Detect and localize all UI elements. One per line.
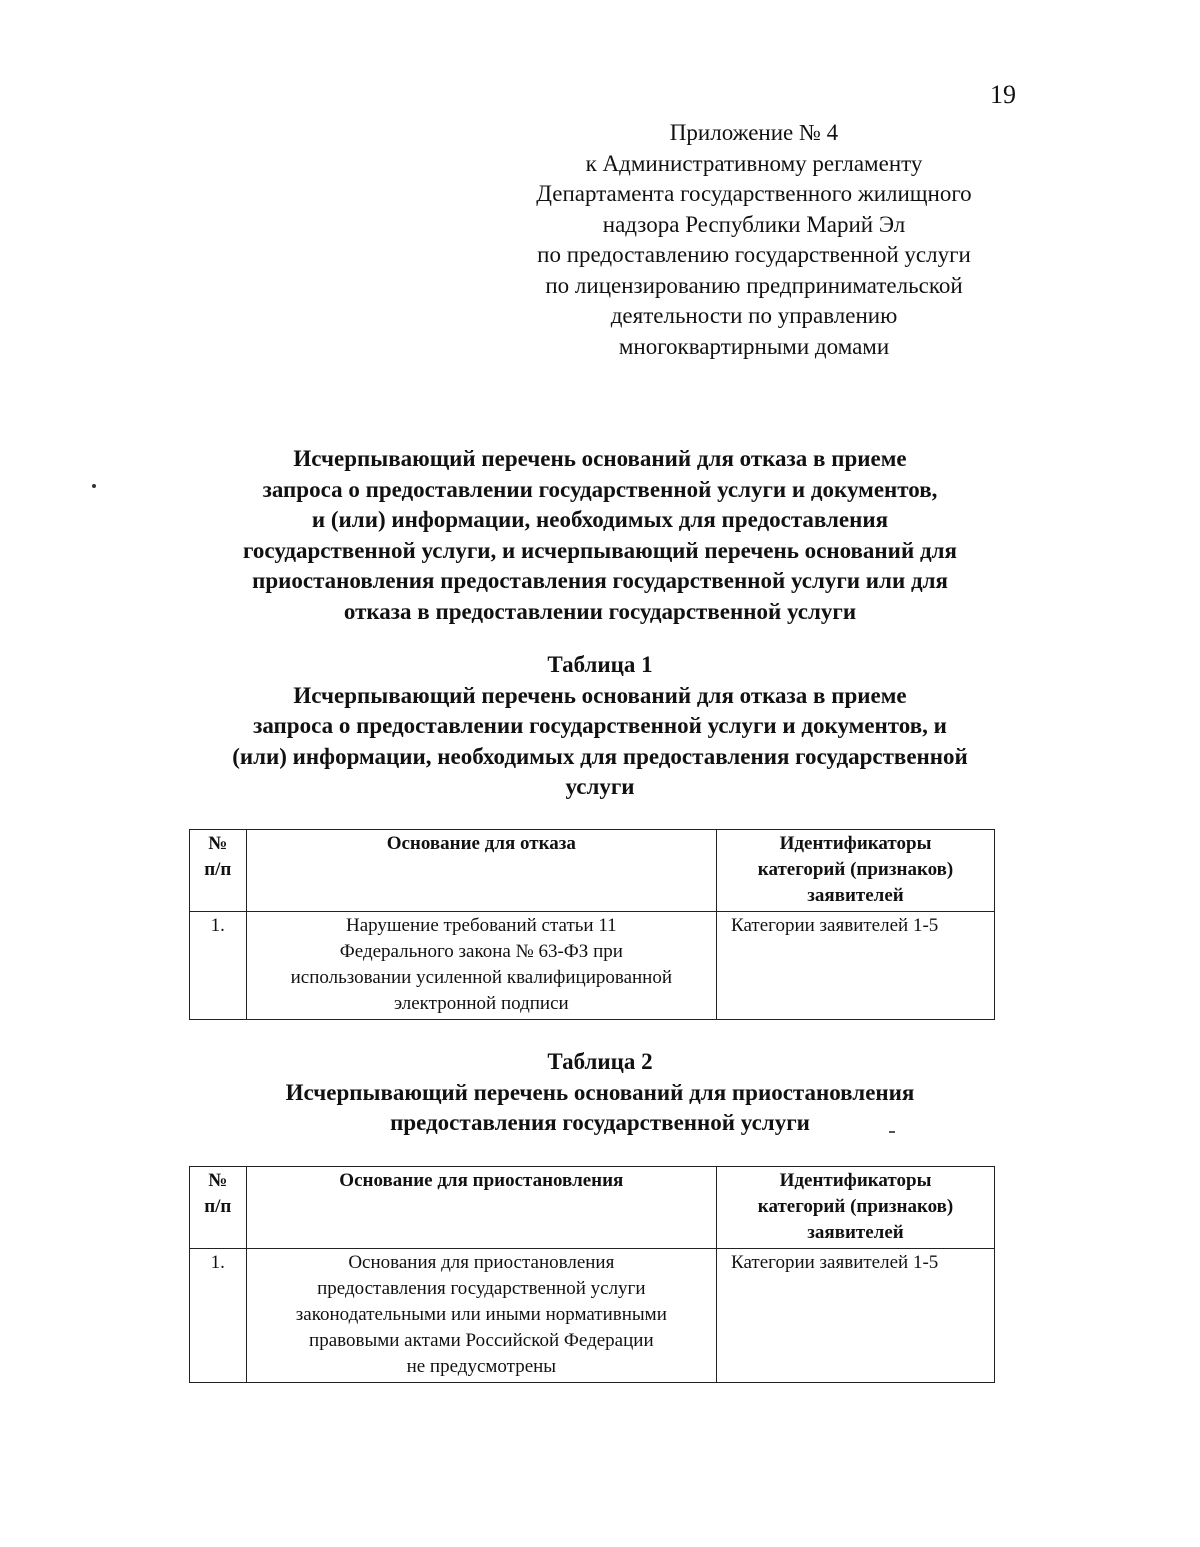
- title-line: запроса о предоставлении государственной услуги и документов,: [262, 476, 938, 502]
- row-reason: Основания для приостановления предоставления государственной услуги законодательными или иными нормативными правовыми актами Российской Федерации не предусмотрены: [246, 1249, 716, 1383]
- table1-title-line: Исчерпывающий перечень оснований для отказа в приеме: [293, 682, 907, 708]
- header-categories: Идентификаторы категорий (признаков) заявителей: [717, 830, 995, 912]
- appendix-line: Приложение № 4: [669, 120, 839, 145]
- table2-caption: [150, 1047, 1050, 1139]
- header-num: № п/п: [190, 830, 247, 912]
- table1-title-line: услуги: [565, 774, 635, 799]
- appendix-line: Департамента государственного жилищного: [536, 181, 972, 206]
- title-line: государственной услуги, и исчерпывающий перечень оснований для: [243, 537, 957, 563]
- appendix-line: деятельности по управлению: [610, 303, 898, 328]
- header-reason: Основание для отказа: [246, 830, 716, 912]
- table1-name: Таблица 1: [547, 652, 653, 677]
- table1: [189, 829, 995, 1020]
- table2-title-line: предоставления государственной услуги: [390, 1110, 810, 1135]
- row-reason: Нарушение требований статьи 11 Федерального закона № 63-ФЗ при использовании усиленной квалифицированной электронной подписи: [246, 912, 716, 1020]
- appendix-line: к Административному регламенту: [585, 150, 923, 176]
- document-title: [150, 444, 1050, 627]
- header-categories: Идентификаторы категорий (признаков) заявителей: [717, 1167, 995, 1249]
- scan-speck: [92, 484, 96, 488]
- title-line: приостановления предоставления государственной услуги или для: [252, 568, 948, 593]
- row-categories: Категории заявителей 1-5: [717, 912, 995, 1020]
- title-line: и (или) информации, необходимых для предоставления: [311, 507, 889, 532]
- appendix-line: многоквартирными домами: [618, 333, 890, 359]
- appendix-line: по предоставлению государственной услуги: [537, 242, 971, 267]
- appendix-header: [500, 118, 1008, 362]
- header-reason: Основание для приостановления: [246, 1167, 716, 1249]
- table-row: [190, 912, 995, 1020]
- table-header-row: [190, 830, 995, 912]
- table-row: [190, 1249, 995, 1383]
- scan-speck: [889, 1131, 895, 1133]
- row-num: 1.: [190, 1249, 247, 1383]
- appendix-line: надзора Республики Марий Эл: [602, 211, 906, 237]
- title-line: отказа в предоставлении государственной услуги: [343, 598, 857, 624]
- title-line: Исчерпывающий перечень оснований для отказа в приеме: [293, 446, 907, 471]
- appendix-line: по лицензированию предпринимательской: [545, 272, 963, 298]
- table2: [189, 1166, 995, 1383]
- row-categories: Категории заявителей 1-5: [717, 1249, 995, 1383]
- table2-title-line: Исчерпывающий перечень оснований для приостановления: [285, 1079, 915, 1105]
- row-num: 1.: [190, 912, 247, 1020]
- table-header-row: [190, 1167, 995, 1249]
- table2-name: Таблица 2: [547, 1049, 653, 1074]
- table1-caption: [150, 650, 1050, 803]
- header-num: № п/п: [190, 1167, 247, 1249]
- page-number: 19: [990, 80, 1016, 109]
- table1-title-line: (или) информации, необходимых для предоставления государственной: [232, 743, 968, 769]
- table1-title-line: запроса о предоставлении государственной услуги и документов, и: [253, 713, 947, 738]
